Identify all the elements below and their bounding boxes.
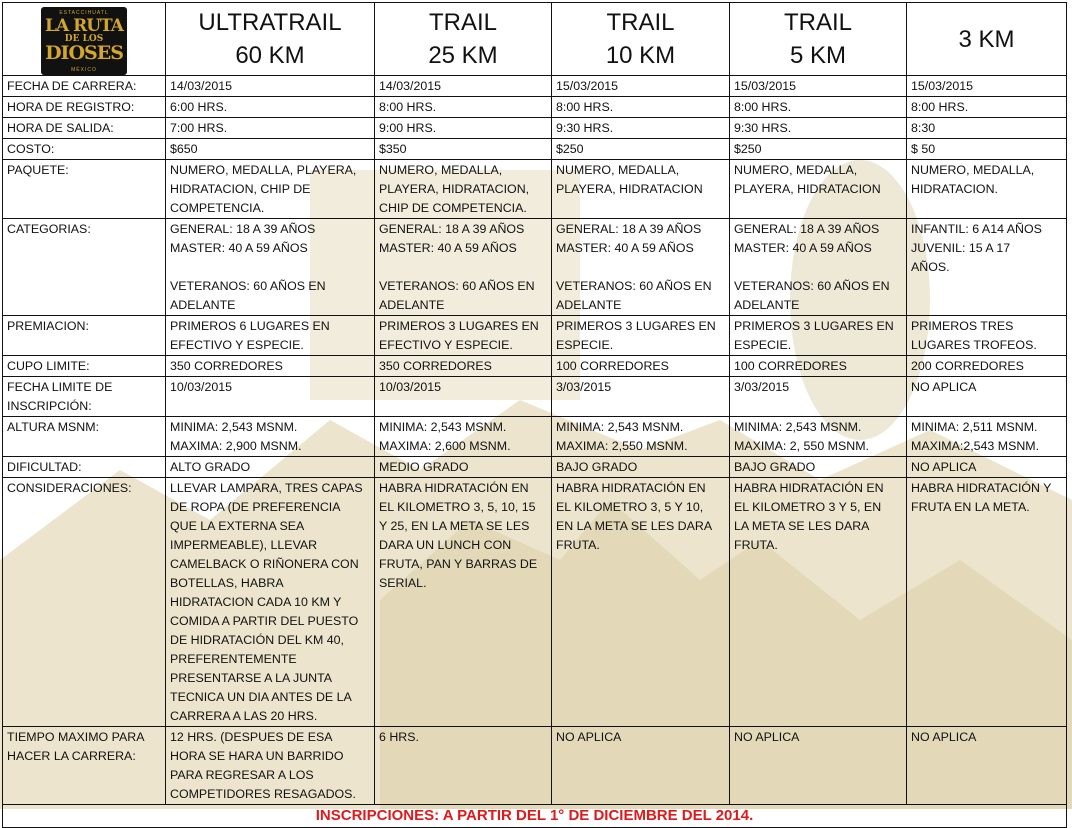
cell: $ 50 <box>907 139 1067 160</box>
label-hora-salida: HORA DE SALIDA: <box>3 118 166 139</box>
row-categorias <box>3 219 1067 316</box>
cell: 350 CORREDORES <box>166 356 375 377</box>
cell: 3/03/2015 <box>730 377 907 417</box>
label-fecha-carrera: FECHA DE CARRERA: <box>3 76 166 97</box>
cell: 3/03/2015 <box>552 377 730 417</box>
row-fecha-carrera <box>3 76 1067 97</box>
logo-top-text: ESTACCIHUATL <box>59 9 109 16</box>
cell: 15/03/2015 <box>730 76 907 97</box>
cell: ALTO GRADO <box>166 457 375 478</box>
header-trail-25: TRAIL 25 KM <box>375 3 552 76</box>
cell: 10/03/2015 <box>375 377 552 417</box>
row-consideraciones <box>3 478 1067 727</box>
row-hora-salida <box>3 118 1067 139</box>
cell: 6 HRS. <box>375 727 552 805</box>
cell: PRIMEROS 3 LUGARES EN ESPECIE. <box>730 316 907 356</box>
row-dificultad <box>3 457 1067 478</box>
logo-line2: DE LOS <box>64 33 104 44</box>
header-ultratrail-60: ULTRATRAIL 60 KM <box>166 3 375 76</box>
cell: NO APLICA <box>907 727 1067 805</box>
cell: 14/03/2015 <box>166 76 375 97</box>
cell: 14/03/2015 <box>375 76 552 97</box>
cell: MINIMA: 2,543 MSNM. MAXIMA: 2,900 MSNM. <box>166 417 375 457</box>
cell: $350 <box>375 139 552 160</box>
row-premiacion <box>3 316 1067 356</box>
cell: NUMERO, MEDALLA, PLAYERA, HIDRATACION, CHIP DE COMPETENCIA. <box>375 160 552 219</box>
logo-line3: DIOSES <box>45 41 123 64</box>
cell: BAJO GRADO <box>552 457 730 478</box>
row-paquete <box>3 160 1067 219</box>
cell: 8:00 HRS. <box>907 97 1067 118</box>
label-categorias: CATEGORIAS: <box>3 219 166 316</box>
label-hora-registro: HORA DE REGISTRO: <box>3 97 166 118</box>
label-paquete: PAQUETE: <box>3 160 166 219</box>
row-costo <box>3 139 1067 160</box>
label-premiacion: PREMIACION: <box>3 316 166 356</box>
cell: PRIMEROS 3 LUGARES EN ESPECIE. <box>552 316 730 356</box>
cell: NUMERO, MEDALLA, PLAYERA, HIDRATACION <box>730 160 907 219</box>
cell: PRIMEROS TRES LUGARES TROFEOS. <box>907 316 1067 356</box>
inscripciones-notice: INSCRIPCIONES: A PARTIR DEL 1° DE DICIEMBRE DEL 2014. <box>3 805 1067 828</box>
cell: NO APLICA <box>730 727 907 805</box>
footer-row <box>3 805 1067 828</box>
cell: $650 <box>166 139 375 160</box>
cell: MINIMA: 2,511 MSNM. MAXIMA:2,543 MSNM. <box>907 417 1067 457</box>
cell: PRIMEROS 3 LUGARES EN EFECTIVO Y ESPECIE. <box>375 316 552 356</box>
cell: 350 CORREDORES <box>375 356 552 377</box>
cell: HABRA HIDRATACIÓN EN EL KILOMETRO 3, 5, 10, 15 Y 25, EN LA META SE LES DARA UN LUNCH CON FRUTA, PAN Y BARRAS DE SERIAL. <box>375 478 552 727</box>
cell: HABRA HIDRATACIÓN EN EL KILOMETRO 3 Y 5, EN LA META SE LES DARA FRUTA. <box>730 478 907 727</box>
cell: 8:00 HRS. <box>375 97 552 118</box>
cell: 9:00 HRS. <box>375 118 552 139</box>
cell: MEDIO GRADO <box>375 457 552 478</box>
header-trail-10: TRAIL 10 KM <box>552 3 730 76</box>
cell: LLEVAR LAMPARA, TRES CAPAS DE ROPA (DE PREFERENCIA QUE LA EXTERNA SEA IMPERMEABLE), LLEVAR CAMELBACK O RIÑONERA CON BOTELLAS, HABRA HIDRATACION CADA 10 KM Y COMIDA A PARTIR DEL PUESTO DE HIDRATACIÓN DEL KM 40, PREFERENTEMENTE PRESENTARSE A LA JUNTA TECNICA UN DIA ANTES DE LA CARRERA A LAS 20 HRS. <box>166 478 375 727</box>
label-dificultad: DIFICULTAD: <box>3 457 166 478</box>
cell: INFANTIL: 6 A14 AÑOS JUVENIL: 15 A 17 AÑOS. <box>907 219 1067 316</box>
cell: 100 CORREDORES <box>730 356 907 377</box>
cell: 200 CORREDORES <box>907 356 1067 377</box>
cell: $250 <box>730 139 907 160</box>
header-trail-5: TRAIL 5 KM <box>730 3 907 76</box>
header-row <box>3 3 1067 76</box>
row-altura <box>3 417 1067 457</box>
header-3km: 3 KM <box>907 3 1067 76</box>
row-fecha-limite <box>3 377 1067 417</box>
label-altura: ALTURA MSNM: <box>3 417 166 457</box>
cell: GENERAL: 18 A 39 AÑOS MASTER: 40 A 59 AÑOS VETERANOS: 60 AÑOS EN ADELANTE <box>375 219 552 316</box>
cell: NO APLICA <box>552 727 730 805</box>
cell: $250 <box>552 139 730 160</box>
cell: 15/03/2015 <box>907 76 1067 97</box>
cell: GENERAL: 18 A 39 AÑOS MASTER: 40 A 59 AÑOS VETERANOS: 60 AÑOS EN ADELANTE <box>730 219 907 316</box>
cell: 15/03/2015 <box>552 76 730 97</box>
cell: GENERAL: 18 A 39 AÑOS MASTER: 40 A 59 AÑOS VETERANOS: 60 AÑOS EN ADELANTE <box>552 219 730 316</box>
cell: MINIMA: 2,543 MSNM. MAXIMA: 2,550 MSNM. <box>552 417 730 457</box>
cell: 9:30 HRS. <box>552 118 730 139</box>
cell: PRIMEROS 6 LUGARES EN EFECTIVO Y ESPECIE. <box>166 316 375 356</box>
label-tiempo-maximo: TIEMPO MAXIMO PARA HACER LA CARRERA: <box>3 727 166 805</box>
cell: 10/03/2015 <box>166 377 375 417</box>
label-cupo-limite: CUPO LIMITE: <box>3 356 166 377</box>
cell: 7:00 HRS. <box>166 118 375 139</box>
row-hora-registro <box>3 97 1067 118</box>
label-consideraciones: CONSIDERACIONES: <box>3 478 166 727</box>
cell: NUMERO, MEDALLA, PLAYERA, HIDRATACION, CHIP DE COMPETENCIA. <box>166 160 375 219</box>
cell: HABRA HIDRATACIÓN EN EL KILOMETRO 3, 5 Y 10, EN LA META SE LES DARA FRUTA. <box>552 478 730 727</box>
cell: 12 HRS. (DESPUES DE ESA HORA SE HARA UN BARRIDO PARA REGRESAR A LOS COMPETIDORES RESAGADOS. <box>166 727 375 805</box>
cell: MINIMA: 2,543 MSNM. MAXIMA: 2, 550 MSNM. <box>730 417 907 457</box>
cell: 8:00 HRS. <box>552 97 730 118</box>
cell: NUMERO, MEDALLA, HIDRATACION. <box>907 160 1067 219</box>
cell: BAJO GRADO <box>730 457 907 478</box>
cell: NO APLICA <box>907 457 1067 478</box>
label-fecha-limite: FECHA LIMITE DE INSCRIPCIÓN: <box>3 377 166 417</box>
row-tiempo-maximo <box>3 727 1067 805</box>
cell: GENERAL: 18 A 39 AÑOS MASTER: 40 A 59 AÑOS VETERANOS: 60 AÑOS EN ADELANTE <box>166 219 375 316</box>
race-info-sheet <box>2 2 1068 824</box>
cell: 100 CORREDORES <box>552 356 730 377</box>
cell: 8:30 <box>907 118 1067 139</box>
logo-bottom-text: MÉXICO <box>71 66 97 73</box>
cell: 6:00 HRS. <box>166 97 375 118</box>
cell: 8:00 HRS. <box>730 97 907 118</box>
logo-cell <box>3 3 166 76</box>
label-costo: COSTO: <box>3 139 166 160</box>
race-logo <box>41 7 127 75</box>
cell: 9:30 HRS. <box>730 118 907 139</box>
cell: MINIMA: 2,543 MSNM. MAXIMA: 2,600 MSNM. <box>375 417 552 457</box>
race-table <box>2 2 1067 828</box>
cell: NUMERO, MEDALLA, PLAYERA, HIDRATACION <box>552 160 730 219</box>
row-cupo-limite <box>3 356 1067 377</box>
logo-line1: LA RUTA <box>45 15 123 36</box>
cell: HABRA HIDRATACIÓN Y FRUTA EN LA META. <box>907 478 1067 727</box>
cell: NO APLICA <box>907 377 1067 417</box>
